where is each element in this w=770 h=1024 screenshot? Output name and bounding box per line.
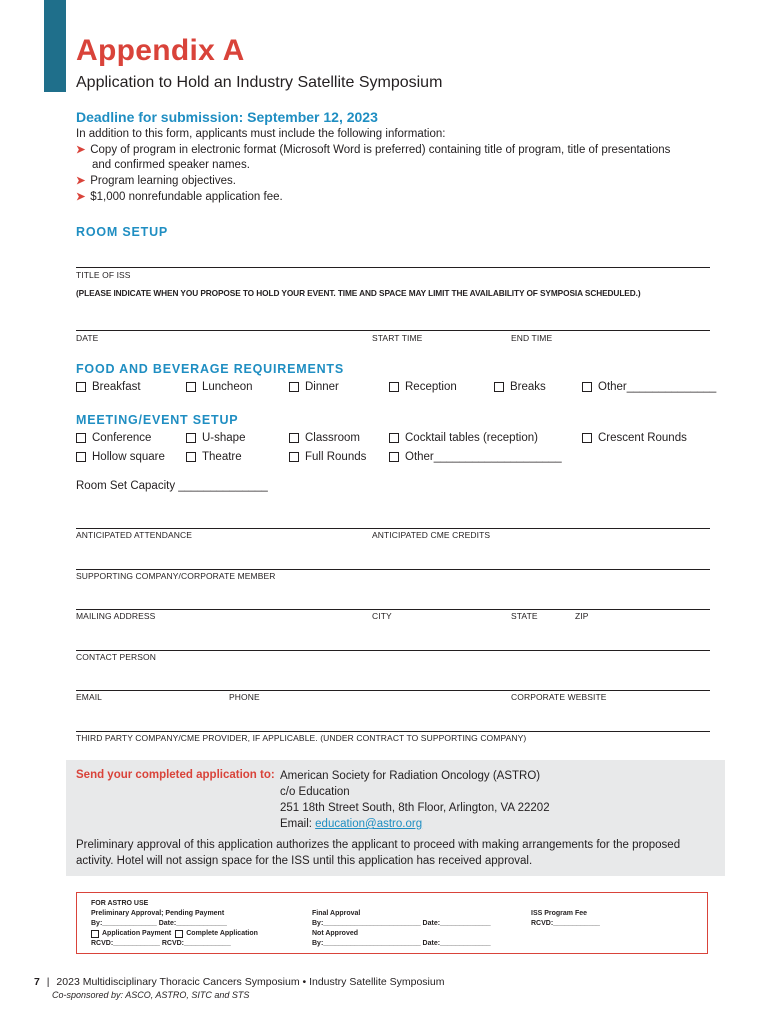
checkbox-u-shape[interactable]: U-shape [186,432,245,444]
chevron-right-icon: ➤ [76,175,86,187]
company-field-line[interactable] [76,569,710,570]
checkbox-icon[interactable] [175,930,183,938]
email-line: Email: education@astro.org [280,818,423,830]
checkbox-breaks[interactable]: Breaks [494,381,546,393]
fee-rcvd[interactable]: RCVD:____________ [531,920,600,927]
checkbox-icon[interactable] [289,433,299,443]
final-by-date[interactable]: By:_________________________ Date:_____________ [312,920,491,927]
checkbox-classroom[interactable]: Classroom [289,432,360,444]
checkbox-icon[interactable] [582,433,592,443]
header-accent-bar [44,0,66,92]
prelim-by-date[interactable]: By:______________ Date:_____________ [91,920,227,927]
bullet-item: ➤ Program learning objectives. [76,175,236,187]
zip-label: ZIP [575,611,589,621]
contact-label: CONTACT PERSON [76,652,156,662]
deadline-text: Deadline for submission: September 12, 2023 [76,109,378,125]
email-label: EMAIL [76,692,103,702]
attendance-field-line[interactable] [76,528,710,529]
email-link[interactable]: education@astro.org [315,818,423,830]
page-subtitle: Application to Hold an Industry Satellite Symposium [76,74,443,91]
not-approved-label: Not Approved [312,930,359,937]
title-field-label: TITLE OF ISS [76,270,131,280]
cme-credits-label: ANTICIPATED CME CREDITS [372,530,491,540]
astro-use-heading: FOR ASTRO USE [91,900,149,907]
company-label: SUPPORTING COMPANY/CORPORATE MEMBER [76,571,276,581]
not-approved-by-date[interactable]: By:_________________________ Date:_____________ [312,940,491,947]
website-label: CORPORATE WEBSITE [511,692,607,702]
checkbox-cocktail-tables[interactable]: Cocktail tables (reception) [389,432,538,444]
page-footer [34,976,444,988]
city-label: CITY [372,611,392,621]
checkbox-icon[interactable] [91,930,99,938]
checkbox-icon[interactable] [76,382,86,392]
address-line: American Society for Radiation Oncology (ASTRO) [280,770,541,782]
bullet-item: ➤ Copy of program in electronic format (Microsoft Word is preferred) containing title of program, title of presentations [76,144,671,156]
checkbox-icon[interactable] [289,382,299,392]
third-party-label: THIRD PARTY COMPANY/CME PROVIDER, IF APPLICABLE. (UNDER CONTRACT TO SUPPORTING COMPANY) [76,733,527,743]
checkbox-icon[interactable] [582,382,592,392]
checkbox-reception[interactable]: Reception [389,381,457,393]
checkbox-crescent-rounds[interactable]: Crescent Rounds [582,432,687,444]
email-field-line[interactable] [76,690,710,691]
chevron-right-icon: ➤ [76,191,86,203]
payment-checkboxes: Application Payment Complete Application [91,929,258,938]
date-field-line[interactable] [76,330,710,331]
checkbox-dinner[interactable]: Dinner [289,381,339,393]
prelim-label: Preliminary Approval; Pending Payment [91,910,225,917]
title-field-line[interactable] [76,267,710,268]
checkbox-icon[interactable] [494,382,504,392]
checkbox-icon[interactable] [389,433,399,443]
checkbox-luncheon[interactable]: Luncheon [186,381,253,393]
checkbox-icon[interactable] [186,452,196,462]
address-field-line[interactable] [76,609,710,610]
address-line: 251 18th Street South, 8th Floor, Arlington, VA 22202 [280,802,550,814]
checkbox-breakfast[interactable]: Breakfast [76,381,141,393]
chevron-right-icon: ➤ [76,144,86,156]
checkbox-icon[interactable] [389,452,399,462]
footer-separator: | [46,976,50,988]
attendance-label: ANTICIPATED ATTENDANCE [76,530,193,540]
bullet-item: ➤ $1,000 nonrefundable application fee. [76,191,283,203]
checkbox-other-setup[interactable]: Other____________________ [389,451,562,463]
room-setup-heading: ROOM SETUP [76,225,169,239]
title-note: (PLEASE INDICATE WHEN YOU PROPOSE TO HOLD YOUR EVENT. TIME AND SPACE MAY LIMIT THE AVAILABILITY OF SYMPOSIA SCHEDULED.) [76,288,641,298]
page-number: 7 [34,976,40,988]
state-label: STATE [511,611,538,621]
address-block [280,768,550,832]
start-time-label: START TIME [372,333,423,343]
page-title: Appendix A [76,34,245,67]
checkbox-icon[interactable] [186,433,196,443]
checkbox-icon[interactable] [186,382,196,392]
phone-label: PHONE [229,692,260,702]
food-heading: FOOD AND BEVERAGE REQUIREMENTS [76,362,344,376]
fee-label: ISS Program Fee [531,910,588,917]
end-time-label: END TIME [511,333,553,343]
intro-text: In addition to this form, applicants must include the following information: [76,128,446,140]
checkbox-icon[interactable] [289,452,299,462]
send-label: Send your completed application to: [76,769,275,781]
checkbox-conference[interactable]: Conference [76,432,151,444]
room-capacity-field[interactable]: Room Set Capacity ______________ [76,480,268,492]
contact-field-line[interactable] [76,650,710,651]
checkbox-full-rounds[interactable]: Full Rounds [289,451,366,463]
footer-text: 2023 Multidisciplinary Thoracic Cancers Symposium • Industry Satellite Symposium [56,976,445,988]
mailing-address-label: MAILING ADDRESS [76,611,156,621]
rcvd-row[interactable]: RCVD:____________ RCVD:____________ [91,940,231,947]
address-line: c/o Education [280,786,350,798]
date-label: DATE [76,333,99,343]
checkbox-theatre[interactable]: Theatre [186,451,242,463]
checkbox-other-food[interactable]: Other______________ [582,381,716,393]
checkbox-icon[interactable] [389,382,399,392]
checkbox-icon[interactable] [76,433,86,443]
checkbox-hollow-square[interactable]: Hollow square [76,451,165,463]
bullet-continuation: and confirmed speaker names. [92,159,250,171]
checkbox-icon[interactable] [76,452,86,462]
footer-sponsors: Co-sponsored by: ASCO, ASTRO, SITC and STS [52,990,250,1000]
approval-note: Preliminary approval of this application authorizes the applicant to proceed with making arrangements for the proposed activity. Hotel will not assign space for the ISS until this application has received approval. [76,839,681,867]
meeting-heading: MEETING/EVENT SETUP [76,413,239,427]
third-party-field-line[interactable] [76,731,710,732]
final-approval-label: Final Approval [312,910,361,917]
